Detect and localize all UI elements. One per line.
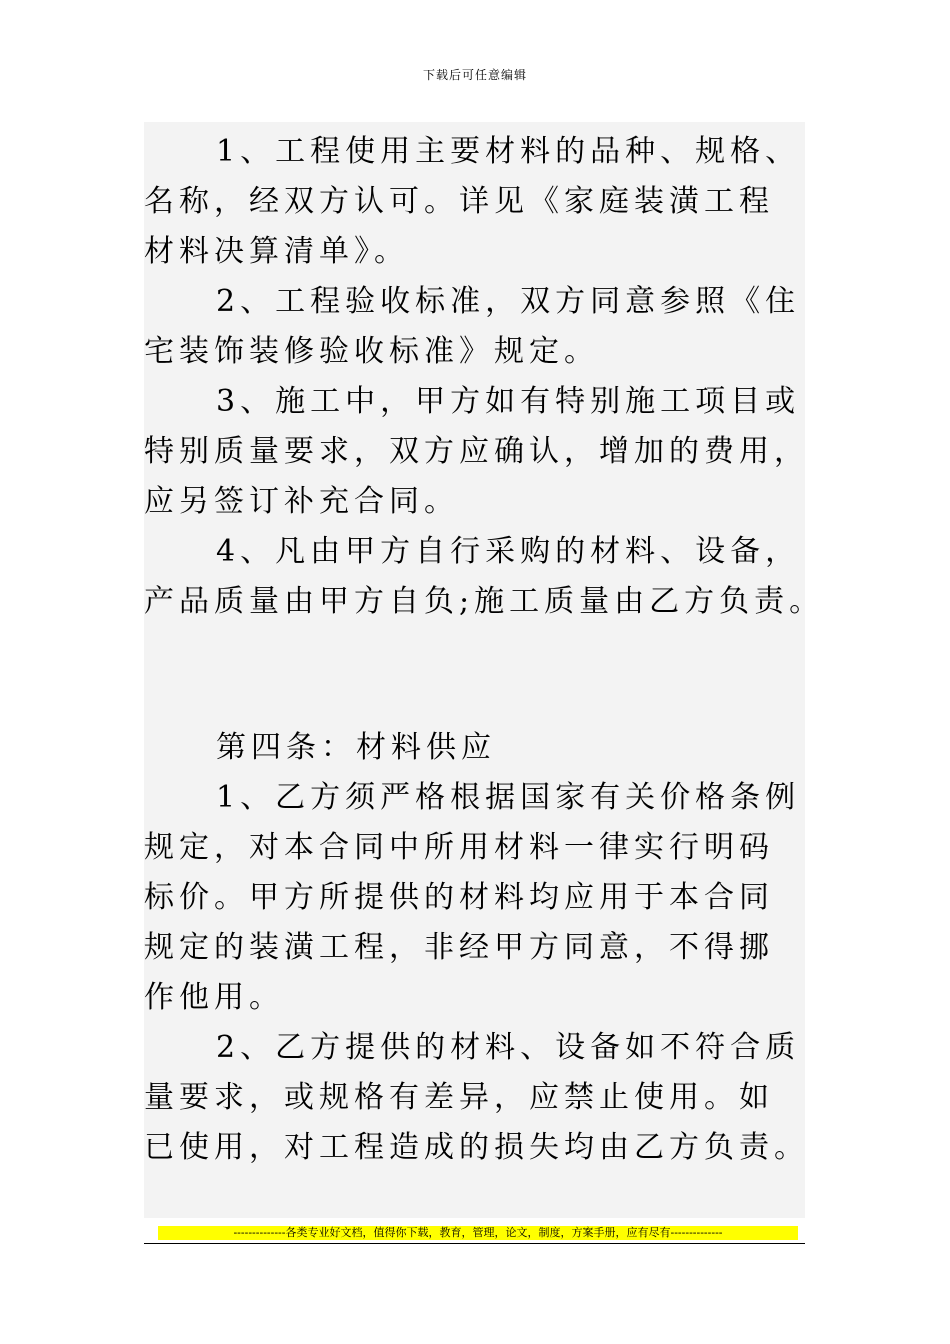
paragraph-line: 标价。甲方所提供的材料均应用于本合同 xyxy=(144,880,774,915)
paragraph-line: 2、工程验收标准，双方同意参照《住 xyxy=(216,284,801,319)
paragraph-line: 产品质量由甲方自负;施工质量由乙方负责。 xyxy=(144,584,825,619)
paragraph-line: 宅装饰装修验收标准》规定。 xyxy=(144,334,599,369)
page-footer: --------------各类专业好文档，值得你下载，教育，管理，论文，制度，方案手册，应有尽有-------------- xyxy=(158,1226,798,1240)
footer-divider xyxy=(144,1243,805,1244)
paragraph-line: 量要求，或规格有差异，应禁止使用。如 xyxy=(144,1080,774,1115)
paragraph-line: 已使用，对工程造成的损失均由乙方负责。 xyxy=(144,1130,809,1165)
paragraph-line: 名称，经双方认可。详见《家庭装潢工程 xyxy=(144,184,774,219)
page-header: 下载后可任意编辑 xyxy=(422,68,527,82)
document-body xyxy=(144,122,825,1218)
paragraph-line: 作他用。 xyxy=(144,980,284,1015)
paragraph-line: 4、凡由甲方自行采购的材料、设备， xyxy=(216,534,801,569)
paragraph-line: 1、工程使用主要材料的品种、规格、 xyxy=(216,134,801,169)
paragraph-line: 3、施工中，甲方如有特别施工项目或 xyxy=(216,384,801,419)
paragraph-line: 2、乙方提供的材料、设备如不符合质 xyxy=(216,1030,801,1065)
paragraph-line: 材料决算清单》。 xyxy=(144,234,409,269)
paragraph-line: 特别质量要求，双方应确认，增加的费用， xyxy=(144,434,809,469)
section-heading: 第四条：材料供应 xyxy=(216,730,496,765)
paragraph-line: 规定，对本合同中所用材料一律实行明码 xyxy=(144,830,774,865)
paragraph-line: 1、乙方须严格根据国家有关价格条例 xyxy=(216,780,801,815)
paragraph-line: 应另签订补充合同。 xyxy=(144,484,459,519)
paragraph-line: 规定的装潢工程，非经甲方同意，不得挪 xyxy=(144,930,774,965)
